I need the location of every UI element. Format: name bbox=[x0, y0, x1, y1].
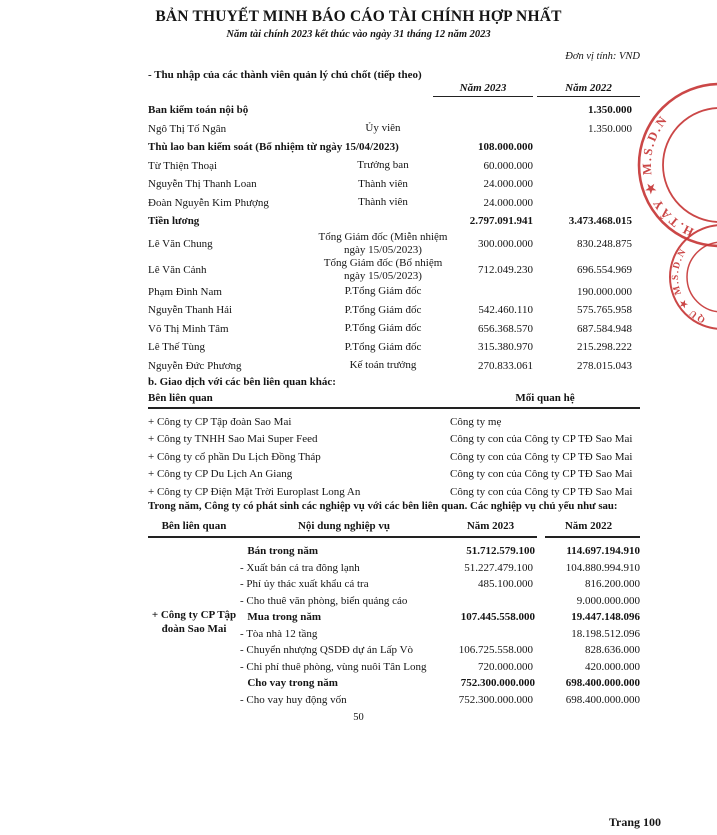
transaction-row bbox=[148, 692, 640, 709]
related-parties-heading: b. Giao dịch với các bên liên quan khác: bbox=[148, 376, 336, 388]
related-party-relation: Công ty con của Công ty CP TĐ Sao Mai bbox=[450, 450, 633, 463]
transaction-description: - Phí ủy thác xuất khẩu cá tra bbox=[240, 578, 369, 591]
member-position: Thành viên bbox=[358, 196, 408, 209]
income-table-row bbox=[148, 301, 640, 320]
member-name: Tiền lương bbox=[148, 215, 200, 228]
transaction-description: Mua trong năm bbox=[247, 611, 322, 624]
value-2023: 300.000.000 bbox=[478, 237, 533, 250]
value-2022: 687.584.948 bbox=[577, 322, 632, 335]
value-2023: 24.000.000 bbox=[483, 196, 533, 209]
related-party-name: + Công ty CP Du Lịch An Giang bbox=[148, 468, 293, 481]
value-2022: 816.200.000 bbox=[585, 578, 640, 591]
transaction-description: - Cho vay huy động vốn bbox=[240, 693, 347, 706]
transactions-table bbox=[148, 520, 640, 708]
value-2022: 698.400.000.000 bbox=[565, 677, 640, 690]
transaction-description: - Xuất bán cá tra đông lạnh bbox=[240, 561, 360, 574]
value-2023: 752.300.000.000 bbox=[458, 693, 533, 706]
value-2022: 9.000.000.000 bbox=[576, 594, 640, 607]
related-party-relation: Công ty con của Công ty CP TĐ Sao Mai bbox=[450, 485, 633, 498]
transaction-description: Bán trong năm bbox=[247, 545, 319, 558]
income-table-row bbox=[148, 338, 640, 357]
member-name: Lê Thế Tùng bbox=[148, 341, 206, 354]
income-table-row bbox=[148, 120, 640, 139]
transactions-table-header bbox=[148, 520, 640, 536]
header-rule bbox=[148, 536, 640, 538]
rule-gap bbox=[537, 536, 545, 538]
related-parties-rows bbox=[148, 409, 640, 501]
value-2023: 270.833.061 bbox=[478, 359, 533, 372]
column-header-description: Nội dung nghiệp vụ bbox=[297, 520, 390, 532]
value-2023: 107.445.558.000 bbox=[460, 611, 535, 624]
value-2023: 656.368.570 bbox=[478, 322, 533, 335]
income-section-heading: - Thu nhập của các thành viên quản lý chủ chốt (tiếp theo) bbox=[148, 69, 422, 81]
value-2022: 828.636.000 bbox=[585, 644, 640, 657]
value-2022: 114.697.194.910 bbox=[566, 545, 640, 558]
transaction-row bbox=[148, 560, 640, 577]
income-table-row bbox=[148, 257, 640, 283]
income-table-row bbox=[148, 283, 640, 302]
value-2022: 830.248.875 bbox=[577, 237, 632, 250]
transaction-description: - Tòa nhà 12 tầng bbox=[240, 627, 318, 640]
value-2023: 51.712.579.100 bbox=[466, 545, 535, 558]
member-position: Tổng Giám đốc (Bổ nhiệm ngày 15/05/2023) bbox=[323, 256, 443, 282]
column-header-2023: Năm 2023 bbox=[466, 520, 515, 532]
value-2023: 60.000.000 bbox=[483, 159, 533, 172]
value-2023: 712.049.230 bbox=[478, 263, 533, 276]
svg-text:QU ★ M.S.D.N bbox=[671, 247, 707, 324]
member-position: Ủy viên bbox=[365, 122, 401, 135]
column-header-2023: Năm 2023 bbox=[433, 82, 533, 97]
member-name: Ngô Thị Tố Ngân bbox=[148, 122, 227, 135]
related-party-relation: Công ty con của Công ty CP TĐ Sao Mai bbox=[450, 468, 633, 481]
transaction-row bbox=[148, 593, 640, 610]
member-name: Lê Văn Chung bbox=[148, 237, 213, 250]
value-2023: 752.300.000.000 bbox=[460, 677, 535, 690]
value-2023: 2.797.091.941 bbox=[469, 215, 533, 228]
member-name: Nguyễn Thanh Hải bbox=[148, 304, 233, 317]
income-table-row bbox=[148, 231, 640, 257]
value-2022: 1.350.000 bbox=[588, 122, 632, 135]
income-table-row bbox=[148, 320, 640, 339]
value-2022: 696.554.969 bbox=[577, 263, 632, 276]
column-header-party: Bên liên quan bbox=[148, 392, 213, 404]
member-name: Võ Thị Minh Tâm bbox=[148, 322, 229, 335]
company-seal-stamp-icon bbox=[635, 80, 717, 253]
related-party-name: + Công ty TNHH Sao Mai Super Feed bbox=[148, 433, 318, 446]
column-header-relation: Mối quan hệ bbox=[515, 392, 575, 404]
member-position: P.Tổng Giám đốc bbox=[344, 285, 422, 298]
income-table-row bbox=[148, 357, 640, 376]
value-2022: 215.298.222 bbox=[577, 341, 632, 354]
transaction-description: Cho vay trong năm bbox=[247, 677, 338, 690]
value-2022: 698.400.000.000 bbox=[565, 693, 640, 706]
value-2022: 1.350.000 bbox=[588, 104, 632, 117]
value-2022: 278.015.043 bbox=[577, 359, 632, 372]
unit-label: Đơn vị tính: VND bbox=[565, 51, 640, 62]
related-party-row bbox=[148, 483, 640, 501]
value-2023: 106.725.558.000 bbox=[458, 644, 533, 657]
member-name: Ban kiểm toán nội bộ bbox=[148, 104, 249, 117]
transaction-row bbox=[148, 576, 640, 593]
value-2022: 575.765.958 bbox=[577, 304, 632, 317]
column-header-2022: Năm 2022 bbox=[564, 520, 613, 532]
transactions-intro: Trong năm, Công ty có phát sinh các nghiệp vụ với các bên liên quan. Các nghiệp vụ chủ yếu như sau: bbox=[148, 500, 618, 512]
svg-text:H.TÂY ★ M.S.D.N bbox=[640, 112, 696, 239]
page-subtitle: Năm tài chính 2023 kết thúc vào ngày 31 tháng 12 năm 2023 bbox=[226, 29, 491, 40]
member-position: P.Tổng Giám đốc bbox=[344, 322, 422, 335]
value-2022: 420.000.000 bbox=[585, 660, 640, 673]
member-position: Tổng Giám đốc (Miễn nhiệm ngày 15/05/2023) bbox=[318, 230, 448, 256]
income-table-header bbox=[148, 82, 640, 97]
rule-segment bbox=[148, 536, 537, 538]
party-label: + Công ty CP Tập đoàn Sao Mai bbox=[151, 609, 237, 635]
income-table-row bbox=[148, 175, 640, 194]
transactions-table-rows bbox=[148, 543, 640, 708]
transaction-row bbox=[148, 642, 640, 659]
related-parties-header bbox=[148, 392, 640, 409]
member-name: Phạm Đình Nam bbox=[148, 285, 222, 298]
related-party-row bbox=[148, 466, 640, 484]
column-header-2022: Năm 2022 bbox=[537, 82, 640, 97]
value-2022: 18.198.512.096 bbox=[571, 627, 640, 640]
member-position: Kế toán trưởng bbox=[349, 359, 417, 372]
member-name: Lê Văn Cảnh bbox=[148, 263, 207, 276]
transaction-row bbox=[148, 675, 640, 692]
related-party-name: + Công ty CP Điện Mặt Trời Europlast Long An bbox=[148, 485, 361, 498]
value-2023: 315.380.970 bbox=[478, 341, 533, 354]
related-party-relation: Công ty con của Công ty CP TĐ Sao Mai bbox=[450, 433, 633, 446]
company-seal-stamp-icon bbox=[667, 222, 717, 335]
stamp-arc-text: QU ★ M.S.D.N bbox=[670, 246, 708, 325]
header-spacer bbox=[148, 82, 433, 97]
transaction-description: - Cho thuê văn phòng, biển quảng cáo bbox=[240, 594, 408, 607]
transaction-row bbox=[148, 659, 640, 676]
value-2022: 104.880.994.910 bbox=[565, 561, 640, 574]
member-position: P.Tổng Giám đốc bbox=[344, 303, 422, 316]
income-table-row bbox=[148, 194, 640, 213]
income-table-row bbox=[148, 138, 640, 157]
member-name: Nguyễn Thị Thanh Loan bbox=[148, 178, 257, 191]
related-parties-table bbox=[148, 392, 640, 501]
income-table-row bbox=[148, 101, 640, 120]
related-party-row bbox=[148, 413, 640, 431]
page-number: 50 bbox=[353, 712, 364, 723]
value-2022: 19.447.148.096 bbox=[571, 611, 640, 624]
transaction-description: - Chuyển nhượng QSDĐ dự án Lấp Vò bbox=[240, 644, 414, 657]
value-2022: 3.473.468.015 bbox=[568, 215, 632, 228]
transaction-row bbox=[148, 543, 640, 560]
footer-page-label: Trang 100 bbox=[608, 815, 661, 829]
value-2023: 542.460.110 bbox=[478, 304, 533, 317]
income-table-rows bbox=[148, 101, 640, 375]
stamp-arc-text: H.TÂY ★ M.S.D.N bbox=[639, 112, 696, 240]
member-name: Thù lao ban kiểm soát (Bổ nhiệm từ ngày 15/04/2023) bbox=[148, 141, 399, 154]
column-header-party: Bên liên quan bbox=[161, 520, 227, 532]
income-table-row bbox=[148, 212, 640, 231]
value-2023: 720.000.000 bbox=[478, 660, 533, 673]
transaction-description: - Chi phí thuê phòng, vùng nuôi Tân Long bbox=[240, 660, 427, 673]
related-party-row bbox=[148, 431, 640, 449]
value-2023: 24.000.000 bbox=[483, 178, 533, 191]
income-table-row bbox=[148, 157, 640, 176]
value-2022: 190.000.000 bbox=[577, 285, 632, 298]
member-name: Nguyễn Đức Phương bbox=[148, 359, 242, 372]
related-party-relation: Công ty mẹ bbox=[450, 415, 502, 428]
member-name: Đoàn Nguyễn Kim Phượng bbox=[148, 196, 269, 209]
member-name: Từ Thiện Thoại bbox=[148, 159, 218, 172]
member-position: Thành viên bbox=[358, 177, 408, 190]
member-position: Trưởng ban bbox=[357, 159, 409, 172]
value-2023: 51.227.479.100 bbox=[464, 561, 533, 574]
rule-segment bbox=[545, 536, 640, 538]
member-position: P.Tổng Giám đốc bbox=[344, 340, 422, 353]
value-2023: 108.000.000 bbox=[478, 141, 533, 154]
value-2023: 485.100.000 bbox=[478, 578, 533, 591]
related-party-row bbox=[148, 448, 640, 466]
related-party-name: + Công ty CP Tập đoàn Sao Mai bbox=[148, 415, 292, 428]
document-header bbox=[0, 8, 717, 40]
income-table bbox=[148, 82, 640, 375]
related-party-name: + Công ty cổ phần Du Lịch Đồng Tháp bbox=[148, 450, 321, 463]
page-title: BẢN THUYẾT MINH BÁO CÁO TÀI CHÍNH HỢP NHẤT bbox=[155, 8, 562, 25]
